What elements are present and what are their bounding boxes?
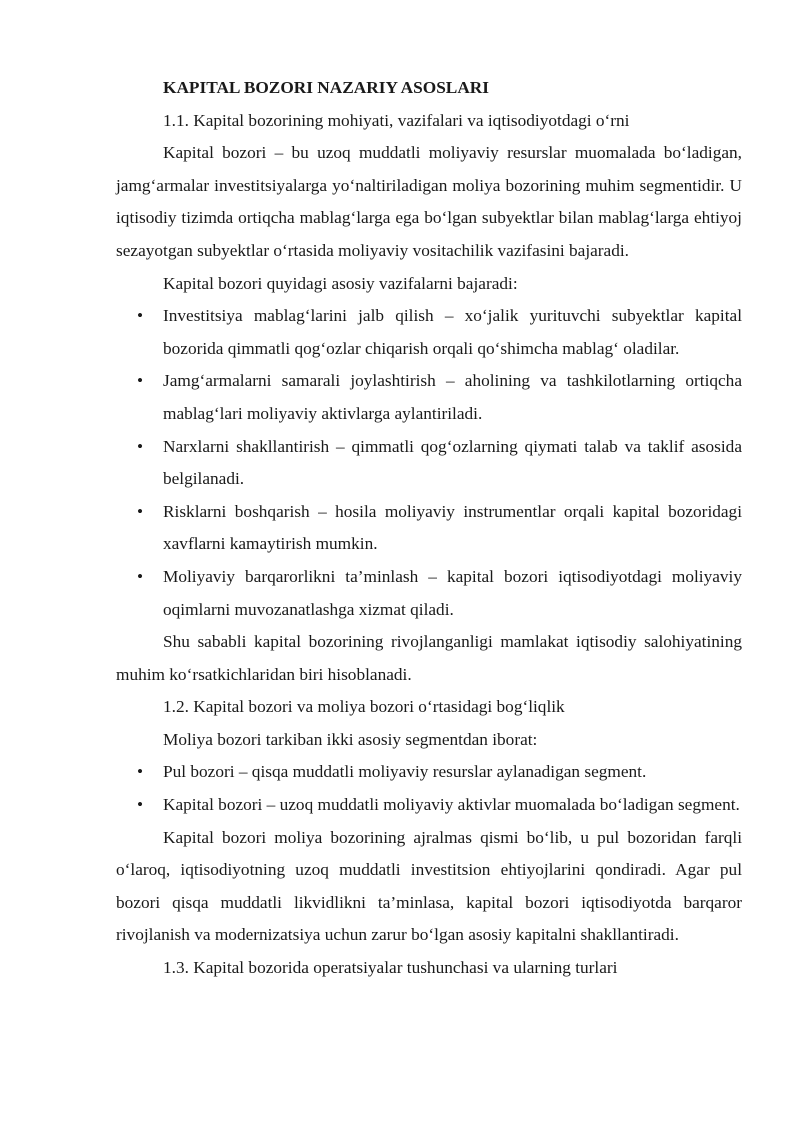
paragraph-capital-market-definition: Kapital bozori – bu uzoq muddatli moliyaviy resurslar muomalada bo‘ladigan, jamg‘armalar investitsiyalarga yo‘naltiriladigan moliya bozorining muhim segmentidir. U iqtisodiy tizimda ortiqcha mablag‘larga ega bo‘lgan subyektlar bilan mablag‘larga ehtiyoj sezayotgan subyektlar o‘rtasida moliyaviy vositachilik vazifasini bajaradi.: [116, 143, 742, 260]
list-item: [116, 496, 742, 561]
section-1-1-heading: 1.1. Kapital bozorining mohiyati, vazifalari va iqtisodiyotdagi o‘rni: [163, 110, 630, 130]
paragraph-segments-intro: Moliya bozori tarkiban ikki asosiy segmentdan iborat:: [163, 729, 538, 749]
bullet-icon: •: [137, 436, 144, 456]
list-item: [116, 561, 742, 626]
bullet-icon: •: [137, 566, 144, 586]
list-item-text: Moliyaviy barqarorlikni ta’minlash – kapital bozori iqtisodiyotdagi moliyaviy oqimlarni muvozanatlashga xizmat qiladi.: [163, 566, 742, 619]
list-item-text: Jamg‘armalarni samarali joylashtirish – aholining va tashkilotlarning ortiqcha mablag‘lari moliyaviy aktivlarga aylantiriladi.: [163, 371, 742, 423]
list-item: [116, 431, 742, 496]
document-title: KAPITAL BOZORI NAZARIY ASOSLARI: [163, 78, 490, 97]
list-item-text: Narxlarni shakllantirish – qimmatli qog‘ozlarning qiymati talab va taklif asosida belgilanadi.: [163, 436, 742, 489]
paragraph-conclusion: Shu sababli kapital bozorining rivojlanganligi mamlakat iqtisodiy salohiyatining muhim ko‘rsatkichlaridan biri hisoblanadi.: [116, 632, 742, 684]
list-item-text: Risklarni boshqarish – hosila moliyaviy instrumentlar orqali kapital bozoridagi xavflarni kamaytirish mumkin.: [163, 501, 742, 554]
bullet-icon: •: [137, 795, 144, 815]
functions-list: [116, 300, 742, 626]
list-item: [116, 789, 742, 822]
list-item: [116, 756, 742, 789]
bullet-icon: •: [137, 306, 144, 326]
list-item-text: Pul bozori – qisqa muddatli moliyaviy resurslar aylanadigan segment.: [163, 762, 647, 782]
list-item-text: Investitsiya mablag‘larini jalb qilish – xo‘jalik yurituvchi subyektlar kapital bozorida qimmatli qog‘ozlar chiqarish orqali qo‘shimcha mablag‘ oladilar.: [163, 306, 742, 358]
section-1-3-heading: 1.3. Kapital bozorida operatsiyalar tushunchasi va ularning turlari: [163, 958, 618, 978]
list-item-text: Kapital bozori – uzoq muddatli moliyaviy aktivlar muomalada bo‘ladigan segment.: [163, 795, 740, 815]
paragraph-functions-intro: Kapital bozori quyidagi asosiy vazifalarni bajaradi:: [163, 273, 518, 293]
segments-list: [116, 756, 742, 821]
bullet-icon: •: [137, 762, 144, 782]
section-1-2-heading: 1.2. Kapital bozori va moliya bozori o‘rtasidagi bog‘liqlik: [163, 697, 565, 717]
list-item: [116, 365, 742, 430]
document-page: [116, 72, 742, 985]
bullet-icon: •: [137, 371, 144, 391]
paragraph-relationship: Kapital bozori moliya bozorining ajralmas qismi bo‘lib, u pul bozoridan farqli o‘laroq, iqtisodiyotning uzoq muddatli investitsion ehtiyojlarini qondiradi. Agar pul bozori qisqa muddatli likvidlikni ta’minlasa, kapital bozori iqtisodiyotda barqaror rivojlanish va modernizatsiya uchun zarur bo‘lgan asosiy kapitalni shakllantiradi.: [116, 827, 742, 945]
list-item: [116, 300, 742, 365]
bullet-icon: •: [137, 501, 144, 521]
